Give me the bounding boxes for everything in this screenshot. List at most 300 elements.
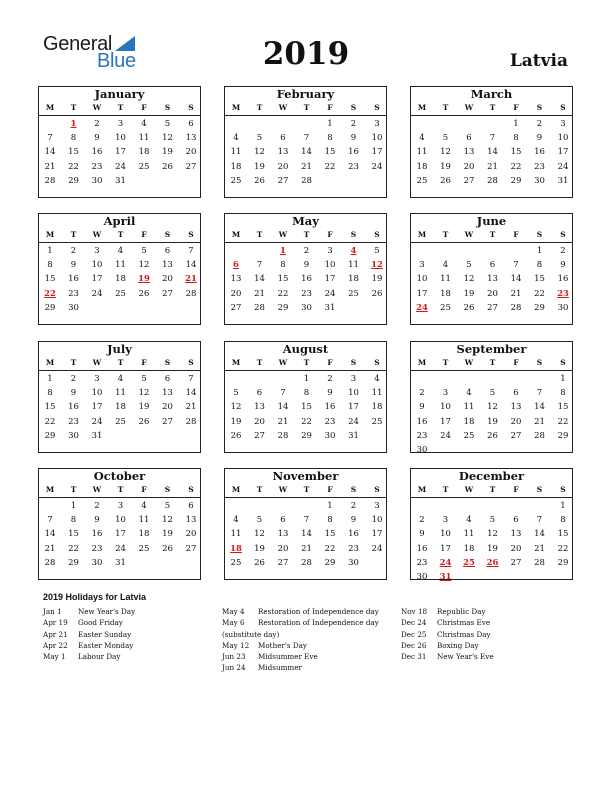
day-cell: 2 bbox=[350, 119, 357, 129]
weekday-header: M bbox=[45, 230, 55, 239]
logo-triangle-icon bbox=[115, 36, 135, 51]
holiday-date: May 4 bbox=[222, 607, 245, 616]
day-cell: 25 bbox=[416, 175, 428, 186]
day-cell: 22 bbox=[324, 161, 336, 172]
weekday-header: W bbox=[278, 103, 288, 112]
day-cell: 8 bbox=[47, 388, 53, 399]
day-cell: 17 bbox=[115, 529, 126, 540]
day-cell: 15 bbox=[44, 274, 56, 285]
day-cell: 14 bbox=[277, 402, 289, 413]
month-march bbox=[410, 86, 573, 198]
day-cell: 16 bbox=[91, 147, 103, 158]
day-cell: 6 bbox=[188, 119, 194, 129]
day-cell: 16 bbox=[301, 274, 312, 285]
day-cell: 1 bbox=[327, 501, 333, 511]
weekday-header: S bbox=[350, 230, 357, 239]
holiday-date: Dec 31 bbox=[401, 652, 427, 662]
month-may bbox=[224, 213, 387, 325]
weekday-header-row bbox=[225, 483, 386, 497]
day-cell: 8 bbox=[327, 515, 333, 526]
holiday-name: New Year's Day bbox=[78, 607, 136, 616]
day-cell: 30 bbox=[416, 445, 428, 455]
day-cell: 3 bbox=[374, 119, 380, 129]
country-name: Latvia bbox=[509, 51, 568, 71]
day-cell: 26 bbox=[440, 175, 451, 186]
day-cell: 21 bbox=[301, 543, 312, 554]
weekday-header: M bbox=[417, 103, 427, 112]
day-cell: 5 bbox=[489, 515, 496, 526]
day-cell: 16 bbox=[91, 529, 103, 540]
weekday-header-row bbox=[411, 101, 572, 115]
header-divider bbox=[39, 115, 200, 116]
day-cell: 20 bbox=[277, 161, 289, 172]
day-cell: 28 bbox=[534, 557, 545, 568]
day-cell: 4 bbox=[117, 246, 124, 256]
day-cell: 20 bbox=[510, 416, 522, 427]
weekday-header: W bbox=[278, 485, 288, 494]
weekday-header-row bbox=[411, 483, 572, 497]
day-cell: 30 bbox=[416, 572, 428, 582]
day-cell: 4 bbox=[233, 133, 239, 144]
day-cell: 28 bbox=[301, 175, 312, 186]
day-cell: 10 bbox=[115, 515, 126, 526]
day-cell: 22 bbox=[534, 288, 545, 299]
day-cell: 19 bbox=[162, 147, 173, 158]
day-cell: 8 bbox=[303, 388, 310, 399]
day-cell: 16 bbox=[416, 416, 428, 427]
day-cell: 18 bbox=[416, 161, 428, 172]
day-cell: 23 bbox=[324, 416, 336, 427]
day-cell: 6 bbox=[164, 246, 171, 256]
weekday-header-row bbox=[225, 228, 386, 242]
day-cell: 1 bbox=[303, 374, 310, 384]
day-cell: 31 bbox=[115, 557, 126, 568]
day-cell: 10 bbox=[91, 388, 103, 399]
weekday-header: T bbox=[117, 103, 124, 112]
holiday-day-cell: 31 bbox=[439, 572, 452, 582]
day-cell: 23 bbox=[416, 557, 428, 568]
day-cell: 9 bbox=[94, 133, 100, 144]
day-cell: 25 bbox=[230, 557, 242, 568]
day-cell: 17 bbox=[91, 274, 103, 285]
weekday-header-row bbox=[225, 356, 386, 370]
day-cell: 21 bbox=[44, 161, 56, 172]
day-cell: 18 bbox=[115, 402, 126, 413]
holiday-name: Midsummer bbox=[258, 663, 302, 673]
month-title: September bbox=[456, 342, 527, 356]
weekday-header: S bbox=[164, 358, 171, 367]
day-cell: 22 bbox=[301, 416, 312, 427]
day-cell: 29 bbox=[44, 430, 56, 441]
day-cell: 13 bbox=[185, 133, 197, 144]
header-divider bbox=[39, 370, 200, 371]
weekday-header: S bbox=[350, 103, 357, 112]
day-cell: 16 bbox=[557, 274, 569, 285]
day-cell: 28 bbox=[510, 302, 522, 313]
day-cell: 2 bbox=[94, 501, 100, 511]
month-october bbox=[38, 468, 201, 580]
day-cell: 17 bbox=[557, 147, 569, 158]
day-cell: 13 bbox=[185, 515, 197, 526]
day-cell: 10 bbox=[440, 402, 451, 413]
day-cell: 4 bbox=[233, 515, 239, 526]
day-cell: 14 bbox=[185, 260, 197, 271]
weekday-header: T bbox=[303, 230, 310, 239]
day-cell: 23 bbox=[416, 430, 428, 441]
header-divider bbox=[225, 497, 386, 498]
day-cell: 11 bbox=[463, 529, 475, 540]
day-cell: 21 bbox=[44, 543, 56, 554]
holiday-day-cell: 12 bbox=[371, 260, 383, 271]
day-cell: 11 bbox=[230, 529, 242, 540]
weekday-header: S bbox=[374, 485, 380, 494]
day-cell: 9 bbox=[419, 402, 425, 413]
header-divider bbox=[225, 242, 386, 243]
day-cell: 2 bbox=[327, 374, 333, 384]
day-cell: 12 bbox=[138, 260, 150, 271]
holiday-note: (substitute day) bbox=[222, 629, 280, 639]
day-cell: 4 bbox=[466, 388, 472, 399]
weekday-header: M bbox=[417, 358, 427, 367]
day-cell: 23 bbox=[68, 416, 79, 427]
day-cell: 29 bbox=[534, 302, 545, 313]
day-cell: 27 bbox=[277, 557, 289, 568]
day-cell: 1 bbox=[47, 246, 53, 256]
day-cell: 13 bbox=[277, 147, 289, 158]
day-cell: 13 bbox=[463, 147, 475, 158]
day-cell: 23 bbox=[348, 543, 359, 554]
day-cell: 5 bbox=[141, 246, 147, 256]
day-cell: 24 bbox=[348, 416, 359, 427]
weekday-header: M bbox=[231, 103, 241, 112]
day-cell: 21 bbox=[534, 416, 545, 427]
day-cell: 12 bbox=[440, 147, 451, 158]
day-cell: 26 bbox=[487, 430, 498, 441]
day-cell: 5 bbox=[466, 260, 472, 271]
day-cell: 16 bbox=[348, 147, 359, 158]
day-cell: 26 bbox=[254, 175, 265, 186]
weekday-header: F bbox=[141, 230, 147, 239]
day-cell: 8 bbox=[560, 388, 566, 399]
holiday-date: Dec 24 bbox=[401, 618, 427, 628]
day-cell: 14 bbox=[44, 147, 56, 158]
day-cell: 4 bbox=[141, 119, 147, 129]
day-cell: 15 bbox=[44, 402, 56, 413]
day-cell: 24 bbox=[557, 161, 569, 172]
day-cell: 10 bbox=[348, 388, 359, 399]
day-cell: 31 bbox=[91, 430, 103, 441]
weekday-header: S bbox=[536, 230, 543, 239]
weekday-header-row bbox=[225, 101, 386, 115]
day-cell: 3 bbox=[374, 501, 380, 511]
day-cell: 18 bbox=[371, 402, 383, 413]
day-cell: 24 bbox=[91, 288, 103, 299]
day-cell: 7 bbox=[188, 246, 194, 256]
weekday-header: F bbox=[327, 230, 333, 239]
month-august bbox=[224, 341, 387, 453]
day-cell: 12 bbox=[230, 402, 242, 413]
weekday-header: F bbox=[513, 230, 519, 239]
weekday-header: W bbox=[92, 230, 102, 239]
day-cell: 14 bbox=[301, 529, 312, 540]
day-cell: 9 bbox=[350, 515, 357, 526]
day-cell: 6 bbox=[489, 260, 496, 271]
day-cell: 9 bbox=[560, 260, 566, 271]
day-cell: 31 bbox=[557, 175, 569, 186]
holiday-date: Dec 26 bbox=[401, 640, 427, 650]
day-cell: 25 bbox=[230, 175, 242, 186]
day-cell: 2 bbox=[70, 246, 77, 256]
holiday-day-cell: 1 bbox=[280, 246, 286, 256]
day-cell: 19 bbox=[463, 288, 475, 299]
day-cell: 27 bbox=[510, 430, 522, 441]
month-june bbox=[410, 213, 573, 325]
weekday-header: T bbox=[303, 103, 310, 112]
day-cell: 2 bbox=[350, 501, 357, 511]
month-title: April bbox=[103, 214, 136, 228]
day-cell: 6 bbox=[513, 388, 519, 399]
day-cell: 17 bbox=[348, 402, 359, 413]
day-cell: 30 bbox=[68, 430, 79, 441]
weekday-header: T bbox=[256, 485, 263, 494]
day-cell: 1 bbox=[47, 374, 53, 384]
weekday-header: W bbox=[464, 485, 474, 494]
holiday-name: Easter Sunday bbox=[78, 629, 132, 639]
day-cell: 11 bbox=[115, 388, 126, 399]
weekday-header: F bbox=[513, 485, 519, 494]
day-cell: 9 bbox=[70, 388, 77, 399]
day-cell: 26 bbox=[162, 161, 173, 172]
day-cell: 25 bbox=[440, 302, 451, 313]
day-cell: 3 bbox=[327, 246, 333, 256]
day-cell: 10 bbox=[324, 260, 336, 271]
weekday-header-row bbox=[39, 356, 200, 370]
day-cell: 20 bbox=[254, 416, 265, 427]
weekday-header: T bbox=[442, 230, 449, 239]
weekday-header: M bbox=[231, 230, 241, 239]
day-cell: 27 bbox=[254, 430, 265, 441]
day-cell: 21 bbox=[185, 402, 197, 413]
day-cell: 23 bbox=[534, 161, 545, 172]
day-cell: 15 bbox=[324, 147, 336, 158]
day-cell: 4 bbox=[141, 501, 147, 511]
weekday-header: M bbox=[45, 485, 55, 494]
day-cell: 13 bbox=[230, 274, 242, 285]
day-cell: 7 bbox=[489, 133, 496, 144]
logo-text-blue: Blue bbox=[97, 50, 136, 72]
weekday-header: T bbox=[442, 358, 449, 367]
day-cell: 11 bbox=[138, 515, 150, 526]
day-cell: 8 bbox=[327, 133, 333, 144]
day-cell: 12 bbox=[487, 529, 498, 540]
day-cell: 7 bbox=[513, 260, 519, 271]
day-cell: 17 bbox=[416, 288, 428, 299]
day-cell: 5 bbox=[233, 388, 239, 399]
day-cell: 17 bbox=[115, 147, 126, 158]
day-cell: 7 bbox=[303, 515, 310, 526]
day-cell: 28 bbox=[185, 288, 197, 299]
day-cell: 9 bbox=[94, 515, 100, 526]
weekday-header: W bbox=[464, 230, 474, 239]
holiday-name: New Year's Eve bbox=[437, 652, 494, 662]
day-cell: 25 bbox=[115, 416, 126, 427]
day-cell: 15 bbox=[557, 402, 569, 413]
weekday-header: S bbox=[188, 358, 194, 367]
holiday-day-cell: 18 bbox=[230, 543, 242, 554]
month-july bbox=[38, 341, 201, 453]
weekday-header: M bbox=[231, 358, 241, 367]
weekday-header: F bbox=[513, 358, 519, 367]
day-cell: 19 bbox=[371, 274, 383, 285]
day-cell: 4 bbox=[374, 374, 380, 384]
day-cell: 15 bbox=[324, 529, 336, 540]
day-cell: 13 bbox=[254, 402, 265, 413]
day-cell: 27 bbox=[185, 161, 197, 172]
day-cell: 15 bbox=[301, 402, 312, 413]
day-cell: 11 bbox=[371, 388, 383, 399]
month-title: February bbox=[276, 87, 335, 101]
day-cell: 19 bbox=[440, 161, 451, 172]
weekday-header: T bbox=[70, 230, 77, 239]
day-cell: 3 bbox=[350, 374, 357, 384]
weekday-header: T bbox=[70, 358, 77, 367]
day-cell: 18 bbox=[138, 529, 150, 540]
holiday-name: Restoration of Independence day bbox=[258, 618, 379, 628]
holiday-date: May 1 bbox=[43, 652, 66, 662]
weekday-header-row bbox=[411, 228, 572, 242]
day-cell: 16 bbox=[68, 402, 79, 413]
day-cell: 17 bbox=[371, 147, 383, 158]
month-title: May bbox=[292, 214, 319, 228]
day-cell: 24 bbox=[115, 543, 126, 554]
day-cell: 27 bbox=[185, 543, 197, 554]
holiday-name: Republic Day bbox=[437, 607, 486, 616]
day-cell: 28 bbox=[44, 175, 56, 186]
day-cell: 26 bbox=[463, 302, 475, 313]
day-cell: 11 bbox=[440, 274, 451, 285]
day-cell: 17 bbox=[91, 402, 103, 413]
weekday-header: S bbox=[188, 230, 194, 239]
day-cell: 21 bbox=[534, 543, 545, 554]
weekday-header: S bbox=[560, 358, 566, 367]
brand-logo bbox=[43, 33, 143, 73]
day-cell: 29 bbox=[510, 175, 522, 186]
holiday-date: May 6 bbox=[222, 618, 245, 628]
calendar-year: 2019 bbox=[262, 36, 350, 72]
day-cell: 25 bbox=[463, 430, 475, 441]
day-cell: 5 bbox=[164, 119, 171, 129]
day-cell: 5 bbox=[442, 133, 449, 144]
day-cell: 20 bbox=[185, 147, 197, 158]
day-cell: 20 bbox=[277, 543, 289, 554]
day-cell: 11 bbox=[230, 147, 242, 158]
day-cell: 27 bbox=[277, 175, 289, 186]
holiday-day-cell: 22 bbox=[44, 288, 56, 299]
day-cell: 11 bbox=[463, 402, 475, 413]
day-cell: 5 bbox=[256, 515, 263, 526]
holiday-name: Restoration of Independence day bbox=[258, 607, 379, 616]
day-cell: 3 bbox=[560, 119, 566, 129]
day-cell: 13 bbox=[162, 388, 173, 399]
holiday-name: Midsummer Eve bbox=[258, 652, 318, 662]
day-cell: 27 bbox=[463, 175, 475, 186]
day-cell: 2 bbox=[560, 246, 566, 256]
day-cell: 27 bbox=[162, 288, 173, 299]
day-cell: 11 bbox=[115, 260, 126, 271]
weekday-header: T bbox=[489, 230, 496, 239]
day-cell: 16 bbox=[68, 274, 79, 285]
holidays-title: 2019 Holidays for Latvia bbox=[43, 592, 147, 602]
day-cell: 9 bbox=[419, 529, 425, 540]
day-cell: 8 bbox=[513, 133, 519, 144]
day-cell: 28 bbox=[44, 557, 56, 568]
day-cell: 10 bbox=[557, 133, 569, 144]
day-cell: 18 bbox=[463, 543, 475, 554]
holiday-day-cell: 19 bbox=[138, 274, 150, 285]
weekday-header: W bbox=[92, 485, 102, 494]
weekday-header: T bbox=[303, 485, 310, 494]
day-cell: 12 bbox=[487, 402, 498, 413]
day-cell: 6 bbox=[280, 515, 286, 526]
day-cell: 16 bbox=[324, 402, 336, 413]
day-cell: 15 bbox=[68, 529, 79, 540]
day-cell: 27 bbox=[510, 557, 522, 568]
day-cell: 11 bbox=[348, 260, 359, 271]
holiday-day-cell: 23 bbox=[557, 288, 569, 299]
weekday-header-row bbox=[39, 483, 200, 497]
day-cell: 18 bbox=[230, 161, 242, 172]
day-cell: 2 bbox=[94, 119, 100, 129]
day-cell: 7 bbox=[47, 133, 53, 144]
day-cell: 1 bbox=[536, 246, 543, 256]
day-cell: 7 bbox=[280, 388, 286, 399]
weekday-header: S bbox=[188, 485, 194, 494]
month-april bbox=[38, 213, 201, 325]
month-november bbox=[224, 468, 387, 580]
day-cell: 15 bbox=[277, 274, 289, 285]
weekday-header: T bbox=[256, 230, 263, 239]
month-february bbox=[224, 86, 387, 198]
day-cell: 29 bbox=[44, 302, 56, 313]
day-cell: 10 bbox=[371, 133, 383, 144]
month-title: October bbox=[93, 469, 146, 483]
day-cell: 26 bbox=[230, 430, 242, 441]
weekday-header: T bbox=[442, 103, 449, 112]
day-cell: 24 bbox=[115, 161, 126, 172]
holiday-day-cell: 4 bbox=[350, 246, 357, 256]
day-cell: 17 bbox=[324, 274, 336, 285]
weekday-header: S bbox=[536, 485, 543, 494]
header-divider bbox=[411, 242, 572, 243]
day-cell: 27 bbox=[487, 302, 498, 313]
day-cell: 2 bbox=[419, 515, 425, 526]
day-cell: 26 bbox=[138, 416, 150, 427]
weekday-header: F bbox=[141, 103, 147, 112]
day-cell: 8 bbox=[47, 260, 53, 271]
day-cell: 23 bbox=[91, 161, 103, 172]
day-cell: 7 bbox=[188, 374, 194, 384]
logo-text-general: General bbox=[43, 33, 113, 55]
weekday-header: T bbox=[70, 103, 77, 112]
month-december bbox=[410, 468, 573, 580]
day-cell: 29 bbox=[557, 430, 569, 441]
day-cell: 12 bbox=[254, 529, 265, 540]
day-cell: 26 bbox=[162, 543, 173, 554]
day-cell: 10 bbox=[91, 260, 103, 271]
weekday-header: F bbox=[141, 358, 147, 367]
day-cell: 30 bbox=[68, 302, 79, 313]
holiday-date: Apr 22 bbox=[43, 640, 68, 650]
